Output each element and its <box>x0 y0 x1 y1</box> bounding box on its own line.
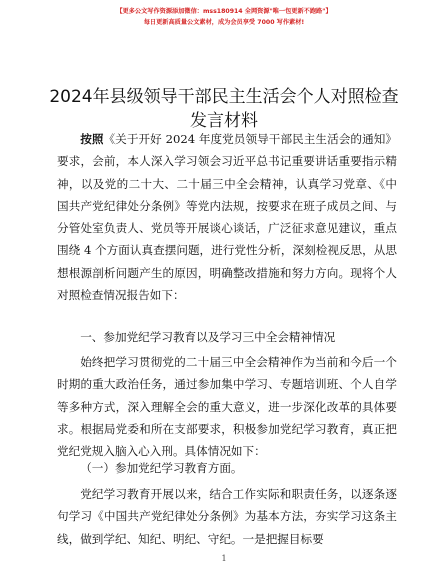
intro-lead-text: 按照 <box>80 132 104 146</box>
promo-banner-line-2: 每日更新高质量公文素材，成为会员享受 7000 写作素材! <box>143 19 305 26</box>
subsection-1-heading: （一）参加党纪学习教育方面。 <box>80 461 243 475</box>
promo-banner-line-1: 【更多公文写作资源添加微信：mss180914 全网资源"唯一包更新不跑路"】 <box>116 8 332 15</box>
document-title-line-1: 2024年县级领导干部民主生活会个人对照检查 <box>49 87 399 107</box>
intro-body-text: 《关于开好 2024 年度党员领导干部民主生活会的通知》要求，会前，本人深入学习领会习近平总书记重要讲话重要指示精神，以及党的二十大、二十届三中全会精神，认真学习党章、《中国共产党纪律处分条例》等党内法规，按要求在班子成员之间、与分管处室负责人、党员等开展谈心谈话，广泛征求意见建议，重点围绕 4 个方面认真查摆问题，进行党性分析，深刻检视反思，从思想根源剖析问题产生的原因，明确整改措施和努力方向。现将个人对照检查情况报告如下： <box>57 132 397 303</box>
section-1-heading: 一、参加党纪学习教育以及学习三中全会精神情况 <box>80 330 336 344</box>
subsection-1-paragraph: 党纪学习教育开展以来，结合工作实际和职责任务，以逐条逐句学习《中国共产党纪律处分条例》为基本方法，夯实学习这条主线，做到学纪、知纪、明纪、守纪。一是把握目标要 <box>57 487 397 546</box>
intro-paragraph <box>57 128 397 306</box>
section-1-paragraph: 始终把学习贯彻党的二十届三中全会精神作为当前和今后一个时期的重大政治任务，通过参加集中学习、专题培训班、个人自学等多种方式，深入理解全会的重大意义，进一步深化改革的具体要求。根据局党委和所在支部要求，积极参加党纪学习教育，真正把党纪党规入脑入心入刑。具体情况如下： <box>57 355 397 459</box>
page-number: 1 <box>221 554 227 563</box>
document-title-line-2: 发言材料 <box>190 111 258 131</box>
